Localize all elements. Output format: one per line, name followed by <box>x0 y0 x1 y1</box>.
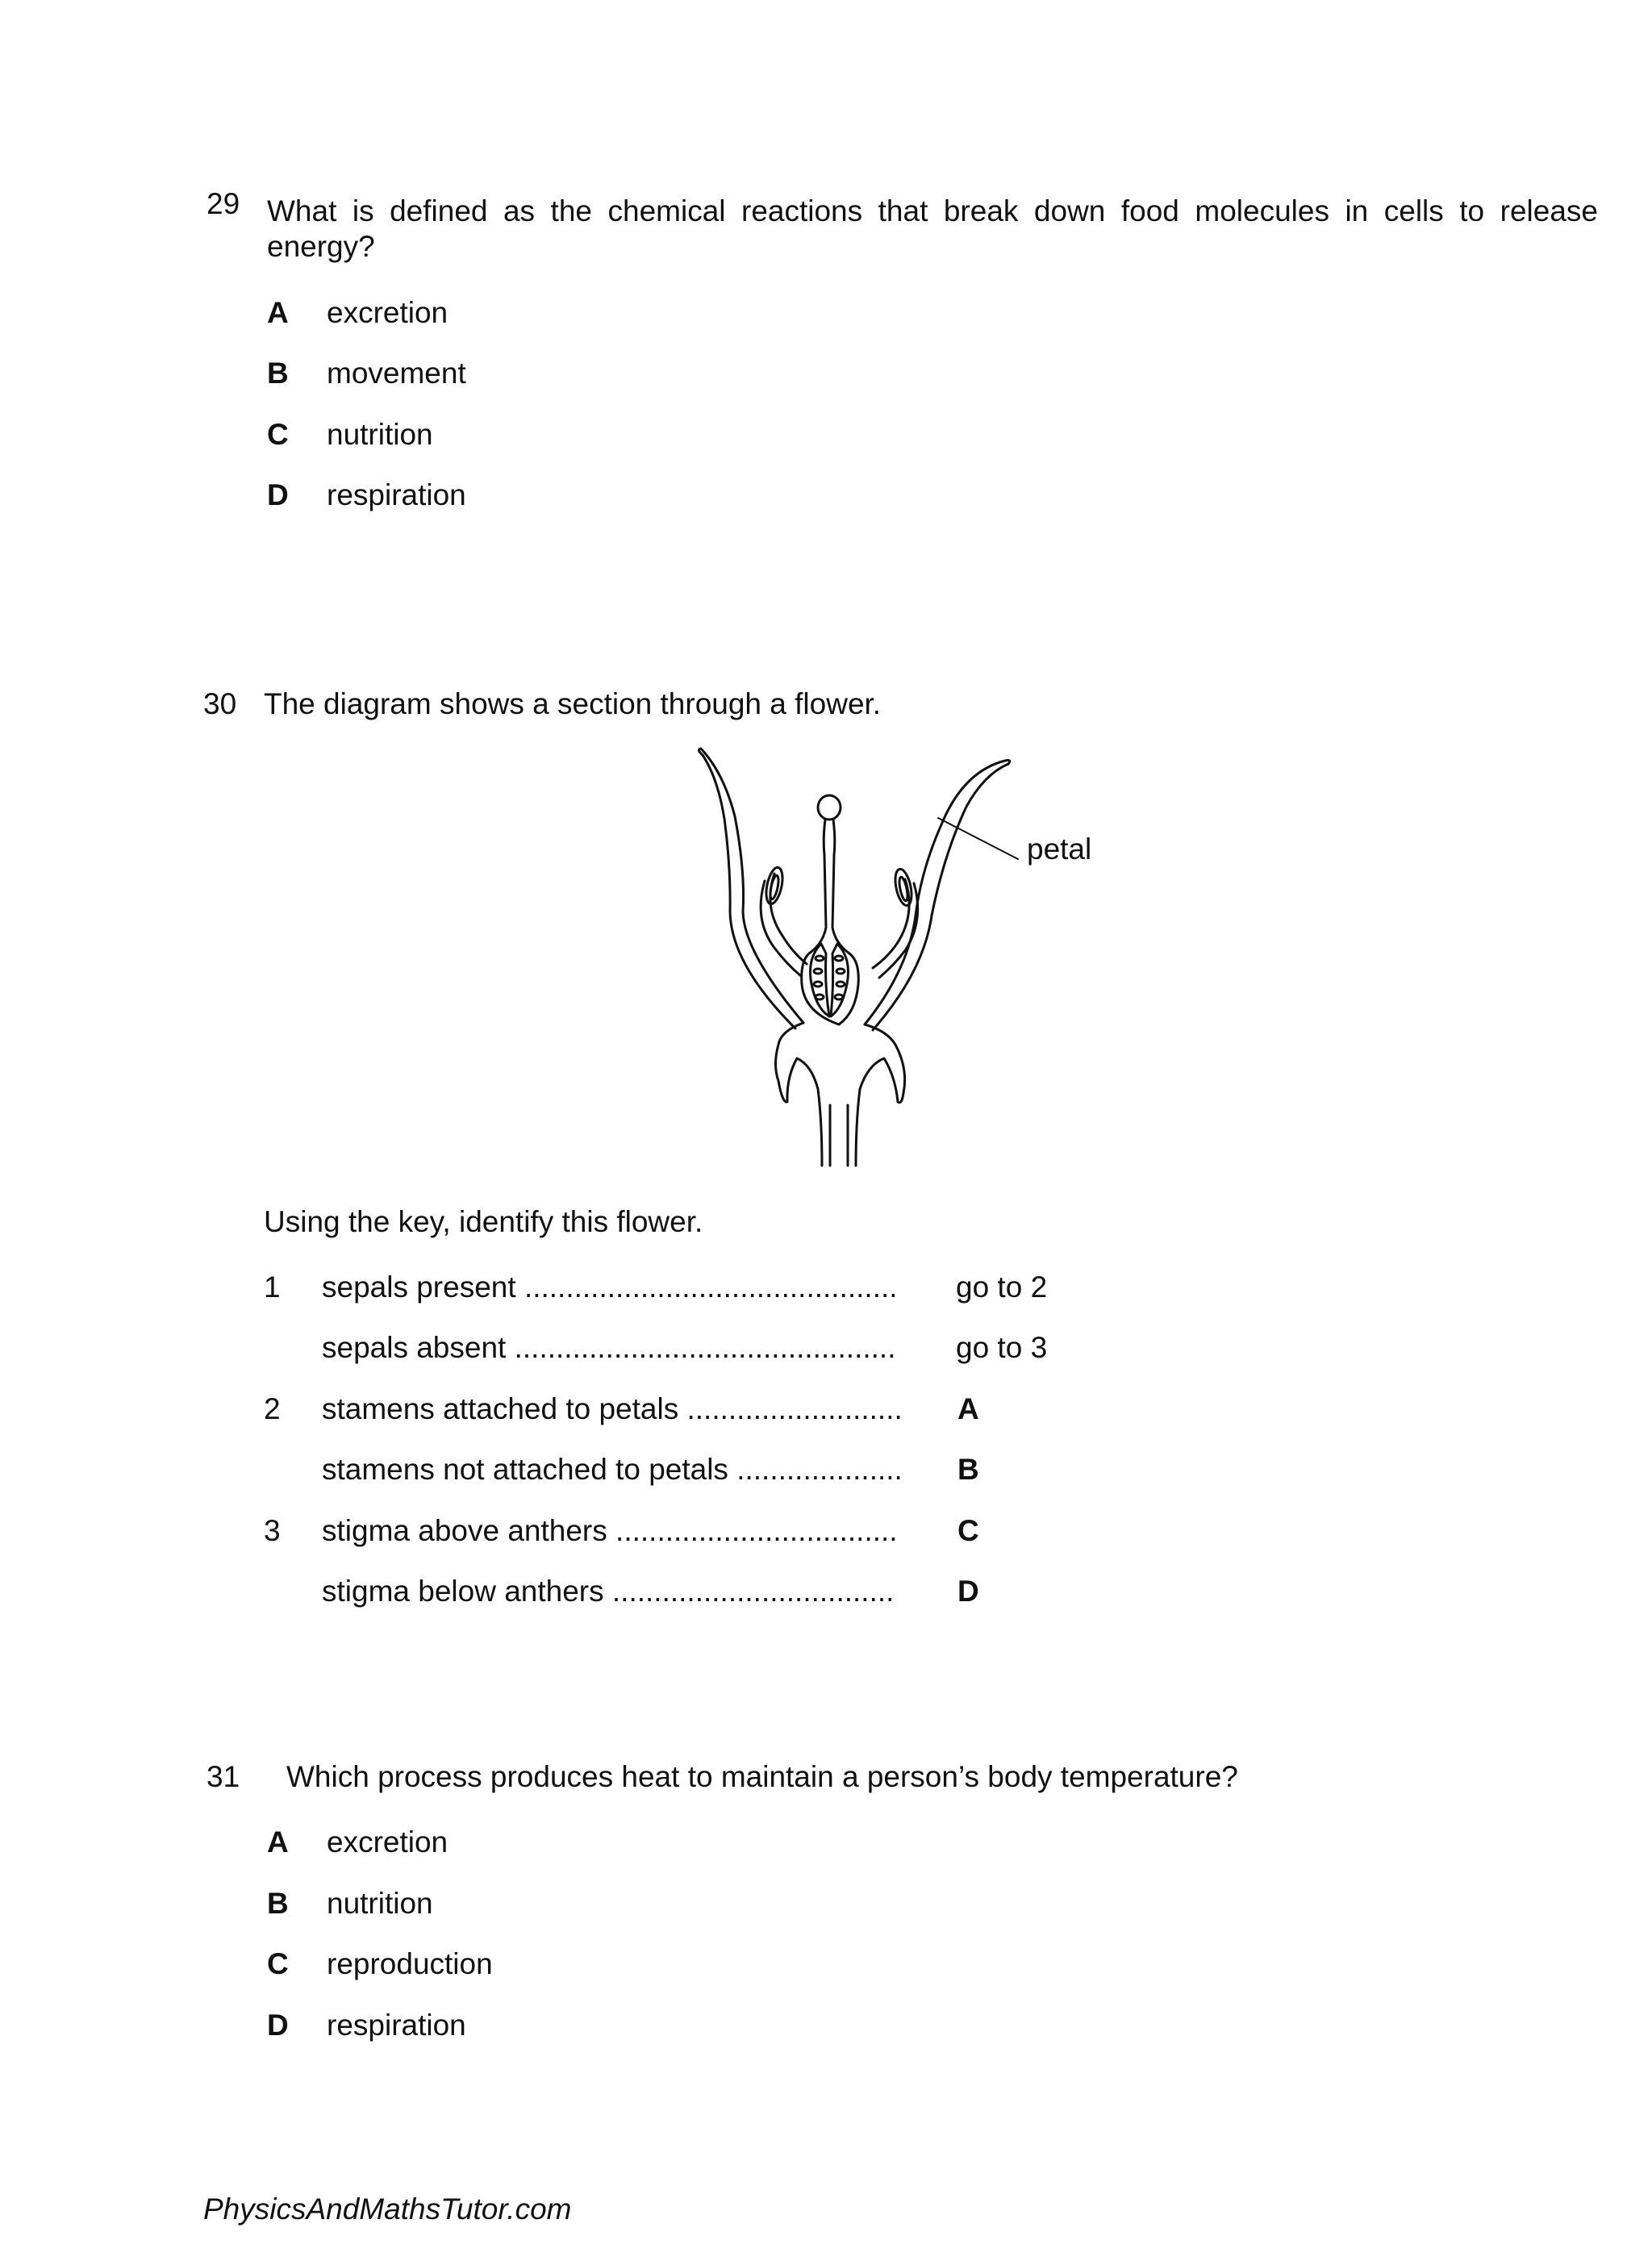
key-description: stigma above anthers .................................. <box>322 1514 898 1547</box>
ovule <box>835 956 843 961</box>
key-description: stamens attached to petals .......................... <box>322 1392 903 1425</box>
flower-section-diagram <box>686 742 1137 1178</box>
question-number: 29 <box>206 187 240 220</box>
stigma <box>818 795 841 820</box>
sepal-left <box>776 1023 823 1166</box>
key-description: sepals absent .............................................. <box>322 1331 896 1364</box>
option-text: nutrition <box>327 418 433 451</box>
ovary-right <box>831 944 849 1016</box>
ovule <box>816 995 824 999</box>
option-letter: B <box>267 1887 289 1920</box>
question-number: 30 <box>203 687 237 720</box>
key-result: C <box>957 1514 979 1547</box>
key-description: stamens not attached to petals .................... <box>322 1453 903 1486</box>
question-number: 31 <box>206 1760 240 1793</box>
option-text: respiration <box>327 478 466 511</box>
key-description: stigma below anthers .................................. <box>322 1575 895 1608</box>
option-letter: C <box>267 1947 289 1980</box>
petal-left <box>699 749 803 1023</box>
ovule <box>836 969 845 974</box>
option-letter: D <box>267 2009 289 2042</box>
key-result: A <box>957 1392 979 1425</box>
option-text: excretion <box>327 296 448 329</box>
diagram-label-petal: petal <box>1027 832 1092 866</box>
leader-dots: .................................. <box>615 1514 898 1547</box>
ovule <box>814 969 822 974</box>
ovary-left <box>811 944 830 1016</box>
option-text: movement <box>327 357 466 390</box>
ovule <box>816 956 824 961</box>
flower-stalk <box>830 1105 848 1166</box>
petal-right-inner <box>873 764 1008 1030</box>
key-result: D <box>957 1575 979 1608</box>
key-step-number: 2 <box>264 1392 281 1425</box>
anther-right <box>892 868 914 907</box>
key-step-number: 3 <box>264 1514 281 1547</box>
option-letter: A <box>267 1825 289 1859</box>
key-step-number: 1 <box>264 1270 281 1304</box>
question-text: The diagram shows a section through a flower. <box>264 687 882 720</box>
key-result: go to 2 <box>956 1270 1048 1304</box>
anther-left <box>763 866 785 906</box>
leader-dots: .............................................. <box>514 1331 896 1364</box>
option-letter: C <box>267 418 289 451</box>
key-description: sepals present ............................................. <box>322 1270 898 1304</box>
ovule <box>814 982 822 987</box>
option-text: respiration <box>327 2009 466 2042</box>
ovule <box>836 982 845 987</box>
key-result: B <box>957 1453 979 1486</box>
leader-dots: .................... <box>736 1453 903 1486</box>
question-text: Which process produces heat to maintain a person’s body temperature? <box>286 1760 1238 1793</box>
sepal-right <box>856 1024 905 1166</box>
stamen-filament-right <box>873 879 909 968</box>
option-letter: D <box>267 478 289 511</box>
option-text: excretion <box>327 1825 448 1859</box>
label-leader-line <box>938 818 1018 859</box>
option-letter: A <box>267 296 289 329</box>
option-text: nutrition <box>327 1887 433 1920</box>
question-text: What is defined as the chemical reactions that break down food molecules in cells to release energy? <box>267 194 1598 263</box>
option-text: reproduction <box>327 1947 493 1980</box>
key-result: go to 3 <box>956 1331 1048 1364</box>
footer-watermark: PhysicsAndMathsTutor.com <box>203 2192 572 2226</box>
key-instruction: Using the key, identify this flower. <box>264 1205 703 1238</box>
leader-dots: .................................. <box>611 1575 895 1608</box>
leader-dots: ............................................. <box>524 1270 898 1304</box>
leader-dots: .......................... <box>686 1392 903 1425</box>
ovule <box>835 995 843 999</box>
option-letter: B <box>267 357 289 390</box>
